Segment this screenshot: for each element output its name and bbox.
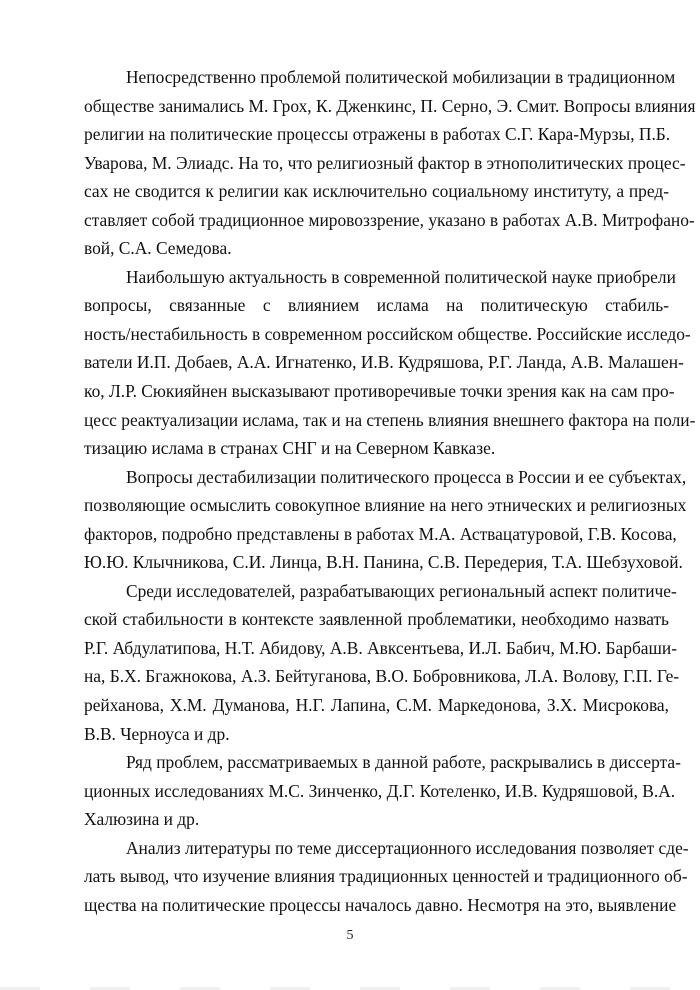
paragraph xyxy=(84,63,696,263)
text-line: Ю.Ю. Клычникова, С.И. Линца, В.Н. Панина, С.В. Передерия, Т.А. Шебзуховой. xyxy=(84,552,683,573)
text-line: Р.Г. Абдулатипова, Н.Т. Абидову, А.В. Авксентьева, И.Л. Бабич, М.Ю. Барбаши- xyxy=(84,637,677,658)
text-line: сах не сводится к религии как исключительно социальному институту, а пред- xyxy=(84,181,669,202)
paragraph xyxy=(84,577,680,748)
text-line: на, Б.Х. Бгажнокова, А.З. Бейтуганова, В.О. Бобровникова, Л.А. Волову, Г.П. Ге- xyxy=(84,666,680,687)
text-line: тизацию ислама в странах СНГ и на Северном Кавказе. xyxy=(84,438,496,459)
text-line: рейханова, Х.М. Думанова, Н.Г. Лапина, С.М. Маркедонова, З.Х. Мисрокова, xyxy=(84,695,669,716)
text-line: ставляет собой традиционное мировоззрение, указано в работах А.В. Митрофано- xyxy=(84,209,695,230)
text-line: ко, Л.Р. Сюкияйнен высказывают противоречивые точки зрения как на сам про- xyxy=(84,381,675,402)
text-line: позволяющие осмыслить совокупное влияние на него этнических и религиозных xyxy=(84,495,687,516)
text-line: В.В. Черноуса и др. xyxy=(84,723,230,744)
text-line: обществе занимались М. Грох, К. Дженкинс, П. Серно, Э. Смит. Вопросы влияния xyxy=(84,95,696,116)
paragraph xyxy=(84,263,696,463)
text-line: ской стабильности в контексте заявленной проблематики, необходимо назвать xyxy=(84,609,669,630)
text-line: ватели И.П. Добаев, А.А. Игнатенко, И.В. Кудряшова, Р.Г. Ланда, А.В. Малашен- xyxy=(84,352,684,373)
body-text xyxy=(84,63,696,919)
text-line: лать вывод, что изучение влияния традиционных ценностей и традиционного об- xyxy=(84,866,688,887)
text-line: Наибольшую актуальность в современной политической науке приобрели xyxy=(126,266,676,287)
paragraph xyxy=(84,834,689,920)
text-line: Уварова, М. Элиадс. На то, что религиозный фактор в этнополитических процес- xyxy=(84,152,686,173)
page-number: 5 xyxy=(346,928,354,943)
text-line: Анализ литературы по теме диссертационного исследования позволяет сде- xyxy=(126,837,689,858)
text-line: Халюзина и др. xyxy=(84,809,200,830)
text-line: щества на политические процессы началось давно. Несмотря на это, выявление xyxy=(84,894,677,915)
text-line: Вопросы дестабилизации политического процесса в России и ее субъектах, xyxy=(126,466,687,487)
text-line: вопросы, связанные с влиянием ислама на политическую стабиль- xyxy=(84,295,669,316)
text-line: Среди исследователей, разрабатывающих региональный аспект политиче- xyxy=(126,580,677,601)
paragraph xyxy=(84,748,681,834)
text-line: Непосредственно проблемой политической мобилизации в традиционном xyxy=(126,67,676,87)
text-line: вой, С.А. Семедова. xyxy=(84,238,232,259)
paragraph xyxy=(84,463,687,577)
text-line: ционных исследованиях М.С. Зинченко, Д.Г. Котеленко, И.В. Кудряшовой, В.А. xyxy=(84,780,676,801)
text-line: факторов, подробно представлены в работах М.А. Аствацатуровой, Г.В. Косова, xyxy=(84,523,677,544)
text-line: ность/нестабильность в современном российском обществе. Российские исследо- xyxy=(84,323,691,344)
text-line: религии на политические процессы отражены в работах С.Г. Кара-Мурзы, П.Б. xyxy=(84,124,671,145)
text-line: Ряд проблем, рассматриваемых в данной работе, раскрывались в диссерта- xyxy=(126,752,681,773)
text-line: цесс реактуализации ислама, так и на степень влияния внешнего фактора на поли- xyxy=(84,409,696,430)
